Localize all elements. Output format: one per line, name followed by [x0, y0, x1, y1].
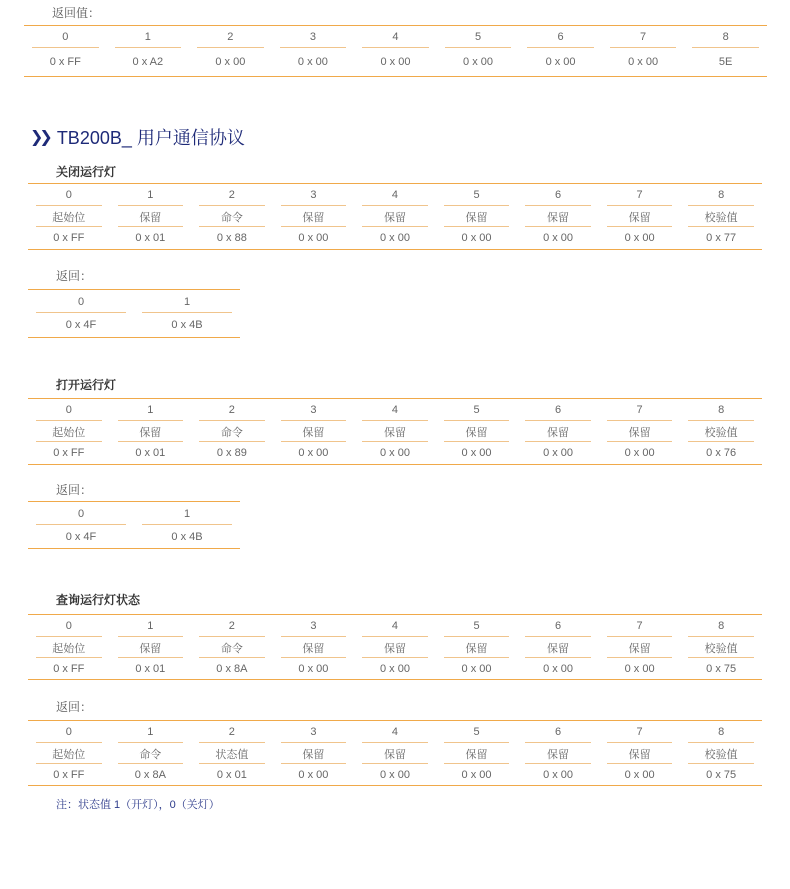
name-cell: 保留 — [517, 421, 599, 442]
double-chevron-right-icon: ❯❯ — [30, 129, 49, 146]
value-cell: 0 x 00 — [298, 447, 329, 459]
section-title: 关闭运行灯 — [56, 165, 117, 179]
header-cell: 6 — [517, 615, 599, 637]
header-cell: 1 — [134, 502, 240, 525]
name-cell: 保留 — [354, 421, 436, 442]
command-table — [28, 399, 762, 464]
name-cell: 保留 — [436, 206, 518, 227]
header-cell: 0 — [28, 721, 110, 743]
name-cell: 状态值 — [191, 743, 273, 764]
header-cell: 0 — [24, 26, 107, 48]
return-value-label: 返回值： — [52, 6, 101, 20]
table-row — [28, 658, 762, 680]
header-cell: 1 — [107, 26, 190, 48]
header-cell: 5 — [436, 399, 518, 421]
header-cell: 7 — [602, 26, 685, 48]
header-cell: 6 — [517, 399, 599, 421]
name-cell: 校验值 — [680, 421, 762, 442]
value-cell: 0 x 00 — [624, 663, 655, 675]
name-cell: 起始位 — [28, 206, 110, 227]
table-row — [28, 290, 240, 313]
page-title — [30, 124, 245, 150]
return-label: 返回： — [56, 700, 93, 714]
value-cell: 0 x 00 — [628, 55, 659, 68]
name-cell: 保留 — [354, 206, 436, 227]
table-row — [28, 637, 762, 658]
command-table — [28, 615, 762, 680]
table-row — [28, 184, 762, 206]
value-cell: 0 x 00 — [298, 768, 329, 781]
table-row — [28, 227, 762, 249]
header-cell: 3 — [273, 184, 355, 206]
return-table — [28, 502, 240, 548]
name-cell: 校验值 — [680, 206, 762, 227]
value-cell: 0 x 00 — [545, 55, 576, 68]
value-cell: 0 x 00 — [624, 447, 655, 459]
value-cell: 0 x 4F — [65, 530, 97, 543]
value-cell: 0 x 8A — [134, 768, 166, 781]
value-cell: 0 x 00 — [461, 663, 492, 675]
header-cell: 5 — [436, 721, 518, 743]
table-row — [28, 743, 762, 764]
header-cell: 8 — [680, 615, 762, 637]
name-cell: 校验值 — [680, 637, 762, 658]
header-cell: 8 — [680, 184, 762, 206]
value-cell: 0 x 00 — [463, 55, 493, 68]
header-cell: 2 — [189, 26, 272, 48]
page-title-text: TB200B_ 用户通信协议 — [56, 128, 245, 148]
header-cell: 6 — [517, 184, 599, 206]
value-cell: 0 x 4B — [171, 530, 203, 543]
header-cell: 2 — [191, 399, 273, 421]
name-cell: 保留 — [354, 743, 436, 764]
header-cell: 5 — [437, 26, 520, 48]
value-cell: 0 x FF — [53, 232, 85, 244]
return-table-bottom-rule — [28, 337, 240, 338]
value-cell: 0 x FF — [53, 447, 85, 459]
header-cell: 1 — [110, 184, 192, 206]
section-title: 打开运行灯 — [56, 378, 117, 392]
status-note: 注：状态值 1（开灯），0（关灯） — [56, 799, 220, 811]
table-row — [28, 721, 762, 743]
header-cell: 4 — [354, 26, 437, 48]
value-cell: 0 x FF — [53, 663, 85, 675]
name-cell: 起始位 — [28, 421, 110, 442]
table-bottom-rule — [24, 76, 767, 77]
value-cell: 0 x FF — [49, 55, 81, 68]
header-cell: 2 — [191, 184, 273, 206]
table-row — [28, 764, 762, 785]
value-cell: 0 x A2 — [132, 55, 164, 68]
header-cell: 4 — [354, 184, 436, 206]
value-cell: 0 x 00 — [379, 768, 410, 781]
value-cell: 0 x 89 — [216, 447, 247, 459]
header-cell: 4 — [354, 615, 436, 637]
table-bottom-rule — [28, 249, 762, 250]
value-cell: 0 x 00 — [624, 232, 655, 244]
value-cell: 0 x 00 — [461, 232, 492, 244]
name-cell: 命令 — [191, 421, 273, 442]
value-cell: 0 x 00 — [543, 447, 574, 459]
header-cell: 5 — [436, 615, 518, 637]
value-cell: 0 x 00 — [215, 55, 246, 68]
value-cell: 0 x 00 — [379, 663, 410, 675]
value-cell: 0 x 4F — [65, 318, 97, 331]
value-cell: 0 x 01 — [135, 232, 166, 244]
value-cell: 0 x 00 — [461, 768, 492, 781]
value-cell: 0 x 77 — [706, 232, 737, 244]
header-cell: 4 — [354, 399, 436, 421]
header-cell: 0 — [28, 502, 134, 525]
value-cell: 0 x 8A — [216, 663, 248, 675]
header-cell: 3 — [272, 26, 355, 48]
header-cell: 0 — [28, 290, 134, 313]
table-row — [28, 615, 762, 637]
return-table — [28, 721, 762, 785]
table-bottom-rule — [28, 464, 762, 465]
value-cell: 0 x 4B — [171, 318, 203, 331]
header-cell: 8 — [684, 26, 767, 48]
header-cell: 6 — [517, 721, 599, 743]
name-cell: 保留 — [517, 637, 599, 658]
table-bottom-rule — [28, 679, 762, 680]
return-label: 返回： — [56, 269, 93, 283]
name-cell: 校验值 — [680, 743, 762, 764]
table-row — [28, 502, 240, 525]
value-cell: 0 x 00 — [379, 232, 410, 244]
header-cell: 2 — [191, 615, 273, 637]
name-cell: 保留 — [273, 743, 355, 764]
header-cell: 7 — [599, 615, 681, 637]
name-cell: 保留 — [436, 421, 518, 442]
name-cell: 保留 — [354, 637, 436, 658]
header-cell: 0 — [28, 399, 110, 421]
value-cell: 0 x 00 — [543, 663, 574, 675]
header-cell: 0 — [28, 615, 110, 637]
name-cell: 命令 — [191, 206, 273, 227]
command-table — [28, 184, 762, 249]
header-cell: 3 — [273, 721, 355, 743]
header-cell: 1 — [134, 290, 240, 313]
name-cell: 起始位 — [28, 743, 110, 764]
name-cell: 保留 — [599, 743, 681, 764]
header-cell: 8 — [680, 399, 762, 421]
header-cell: 7 — [599, 721, 681, 743]
header-cell: 2 — [191, 721, 273, 743]
name-cell: 起始位 — [28, 637, 110, 658]
name-cell: 保留 — [517, 206, 599, 227]
name-cell: 保留 — [273, 206, 355, 227]
name-cell: 保留 — [110, 421, 192, 442]
return-table-bottom-rule — [28, 548, 240, 549]
name-cell: 保留 — [273, 637, 355, 658]
table-row — [28, 442, 762, 464]
name-cell: 保留 — [436, 637, 518, 658]
value-cell: 5E — [718, 55, 733, 68]
table-row — [28, 313, 240, 336]
header-cell: 0 — [28, 184, 110, 206]
header-cell: 8 — [680, 721, 762, 743]
value-cell: 0 x 01 — [135, 663, 166, 675]
value-cell: 0 x 00 — [298, 663, 329, 675]
name-cell: 保留 — [599, 206, 681, 227]
header-cell: 3 — [273, 399, 355, 421]
header-cell: 4 — [354, 721, 436, 743]
table-row — [28, 206, 762, 227]
value-cell: 0 x 75 — [706, 663, 737, 675]
value-cell: 0 x 75 — [706, 768, 737, 781]
name-cell: 保留 — [110, 637, 192, 658]
header-cell: 5 — [436, 184, 518, 206]
name-cell: 保留 — [110, 206, 192, 227]
table-row — [28, 399, 762, 421]
value-cell: 0 x 00 — [624, 768, 655, 781]
return-table — [28, 290, 240, 336]
name-cell: 保留 — [599, 637, 681, 658]
value-cell: 0 x 00 — [543, 768, 574, 781]
value-cell: 0 x FF — [53, 768, 85, 781]
header-cell: 1 — [110, 615, 192, 637]
name-cell: 保留 — [436, 743, 518, 764]
name-cell: 保留 — [273, 421, 355, 442]
value-cell: 0 x 00 — [380, 55, 411, 68]
value-cell: 0 x 00 — [379, 447, 410, 459]
table-row — [28, 421, 762, 442]
name-cell: 保留 — [517, 743, 599, 764]
return-label: 返回： — [56, 483, 93, 497]
header-cell: 1 — [110, 399, 192, 421]
header-cell: 7 — [599, 184, 681, 206]
return-value-table — [24, 26, 767, 75]
section-title: 查询运行灯状态 — [56, 593, 141, 607]
value-cell: 0 x 01 — [135, 447, 166, 459]
value-cell: 0 x 00 — [298, 232, 329, 244]
value-cell: 0 x 00 — [543, 232, 574, 244]
name-cell: 保留 — [599, 421, 681, 442]
name-cell: 命令 — [191, 637, 273, 658]
value-cell: 0 x 76 — [706, 447, 737, 459]
header-cell: 3 — [273, 615, 355, 637]
value-cell: 0 x 00 — [461, 447, 492, 459]
table-row — [28, 525, 240, 548]
value-cell: 0 x 00 — [297, 55, 328, 68]
header-cell: 1 — [110, 721, 192, 743]
return-table-bottom-rule — [28, 785, 762, 786]
value-cell: 0 x 88 — [216, 232, 247, 244]
value-cell: 0 x 01 — [216, 768, 247, 781]
name-cell: 命令 — [110, 743, 192, 764]
header-cell: 7 — [599, 399, 681, 421]
header-cell: 6 — [519, 26, 602, 48]
